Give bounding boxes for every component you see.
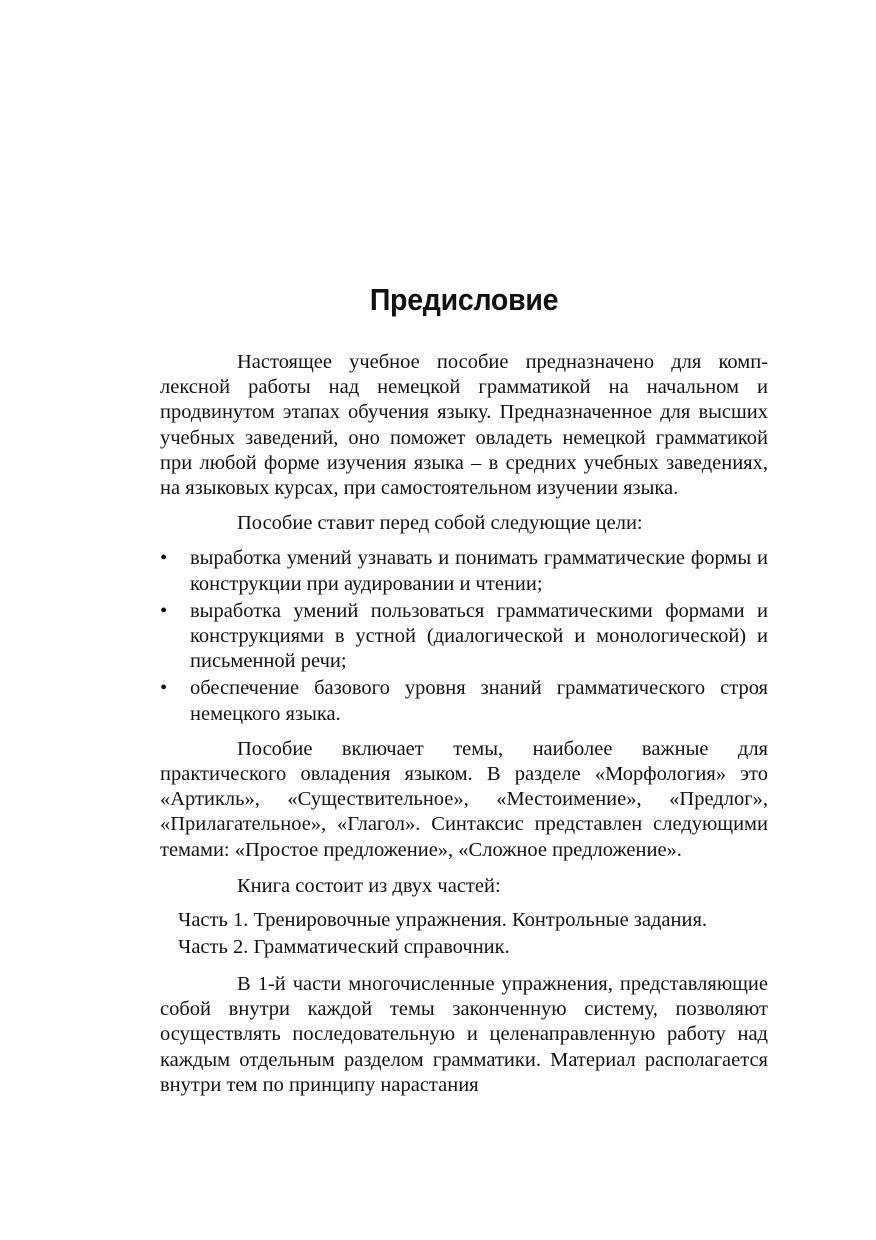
page-title: Предисловие xyxy=(369,282,559,317)
book-part-item: Часть 1. Тренировочные упражнения. Контрольные задания. xyxy=(178,909,708,932)
goal-item xyxy=(160,599,768,675)
goal-text: обеспечение базового уровня знаний грамматического строя немецкого языка. xyxy=(190,677,768,725)
book-structure-paragraph: Книга состоит из двух частей: xyxy=(237,874,501,897)
bullet-icon: • xyxy=(160,599,168,622)
book-parts-list xyxy=(160,907,768,961)
book-part-item: Часть 2. Грамматический справочник. xyxy=(178,936,510,959)
intro-paragraph: Настоящее учебное пособие предназначено для комплексной работы над немецкой грамматикой на начальном и продвинутом этапах обучения языку. Предназначенное для высших учебных заведений, оно поможет овладеть немецкой грамматикой при любой форме изучения языка – в средних учебных заведениях, на языковых курсах, при самостоятельном изучении языка. xyxy=(160,351,768,500)
goal-item xyxy=(160,676,768,726)
goals-intro-paragraph: Пособие ставит перед собой следующие цели: xyxy=(237,512,643,535)
goal-text: выработка умений узнавать и понимать грамматические формы и конструкции при аудировании и чтении; xyxy=(190,547,768,595)
document-page xyxy=(160,280,768,1098)
goals-list xyxy=(160,546,768,726)
goal-text: выработка умений пользоваться грамматическими формами и конструкциями в устной (диалогической и монологической) и письменной речи; xyxy=(190,599,768,673)
goal-item xyxy=(160,546,768,596)
topics-paragraph: Пособие включает темы, наиболее важные для практического овладения языком. В разделе «Морфология» это «Артикль», «Существительное», «Местоимение», «Предлог», «Прилагательное», «Глагол». Синтаксис представлен следующими темами: «Простое предложение», «Сложное предложение». xyxy=(160,737,768,861)
bullet-icon: • xyxy=(160,547,168,570)
part-one-paragraph: В 1-й части многочисленные упражнения, представляющие собой внутри каждой темы законченную систему, позволяют осуществлять последовательную и целенаправленную работу над каждым отдельным разделом грамматики. Материал располагается внутри тем по принципу нарастания xyxy=(160,973,768,1096)
bullet-icon: • xyxy=(160,677,168,700)
